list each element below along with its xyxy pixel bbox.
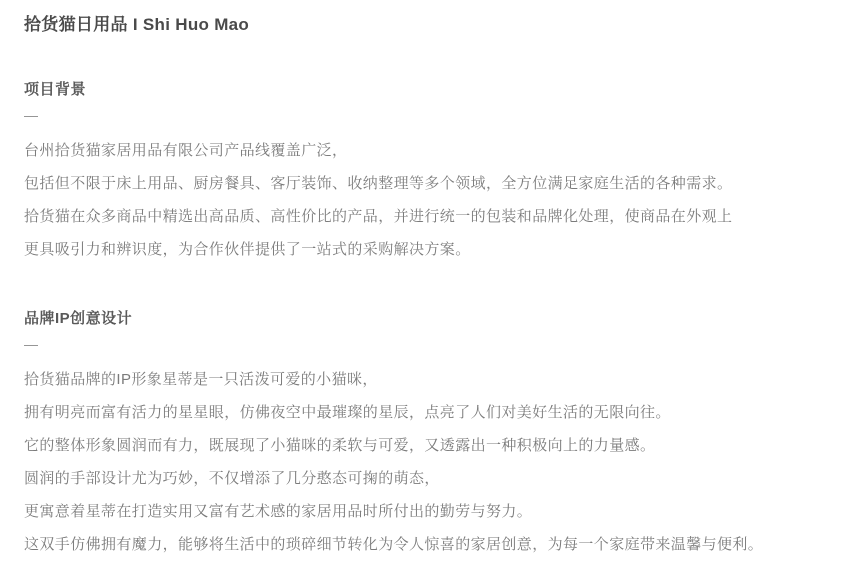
section-divider: — — [24, 336, 38, 352]
page-title: 拾货猫日用品 I Shi Huo Mao — [24, 15, 250, 34]
section-divider: — — [24, 107, 38, 123]
paragraph-line: 这双手仿佛拥有魔力，能够将生活中的琐碎细节转化为令人惊喜的家居创意，为每一个家庭带来温馨与便利。 — [24, 536, 764, 553]
section-body — [24, 363, 819, 561]
paragraph-line: 它的整体形象圆润而有力，既展现了小猫咪的柔软与可爱，又透露出一种积极向上的力量感。 — [24, 437, 656, 454]
paragraph-line: 更具吸引力和辨识度，为合作伙伴提供了一站式的采购解决方案。 — [24, 241, 471, 258]
section-heading-brand-ip-design: 品牌IP创意设计 — [24, 310, 133, 327]
section-body — [24, 134, 819, 266]
paragraph-line: 包括但不限于床上用品、厨房餐具、客厅装饰、收纳整理等多个领域，全方位满足家庭生活的各种需求。 — [24, 175, 733, 192]
paragraph-line: 拾货猫品牌的IP形象星蒂是一只活泼可爱的小猫咪， — [24, 371, 378, 388]
paragraph-line: 圆润的手部设计尤为巧妙，不仅增添了几分憨态可掬的萌态， — [24, 470, 440, 487]
paragraph-line: 台州拾货猫家居用品有限公司产品线覆盖广泛， — [24, 142, 348, 159]
paragraph-line: 更寓意着星蒂在打造实用又富有艺术感的家居用品时所付出的勤劳与努力。 — [24, 503, 533, 520]
section-brand-ip-design — [24, 308, 819, 561]
paragraph-line: 拾货猫在众多商品中精选出高品质、高性价比的产品，并进行统一的包装和品牌化处理，使商品在外观上 — [24, 208, 733, 225]
section-heading-project-background: 项目背景 — [24, 81, 87, 98]
paragraph-line: 拥有明亮而富有活力的星星眼，仿佛夜空中最璀璨的星辰，点亮了人们对美好生活的无限向往。 — [24, 404, 671, 421]
section-project-background — [24, 79, 819, 266]
